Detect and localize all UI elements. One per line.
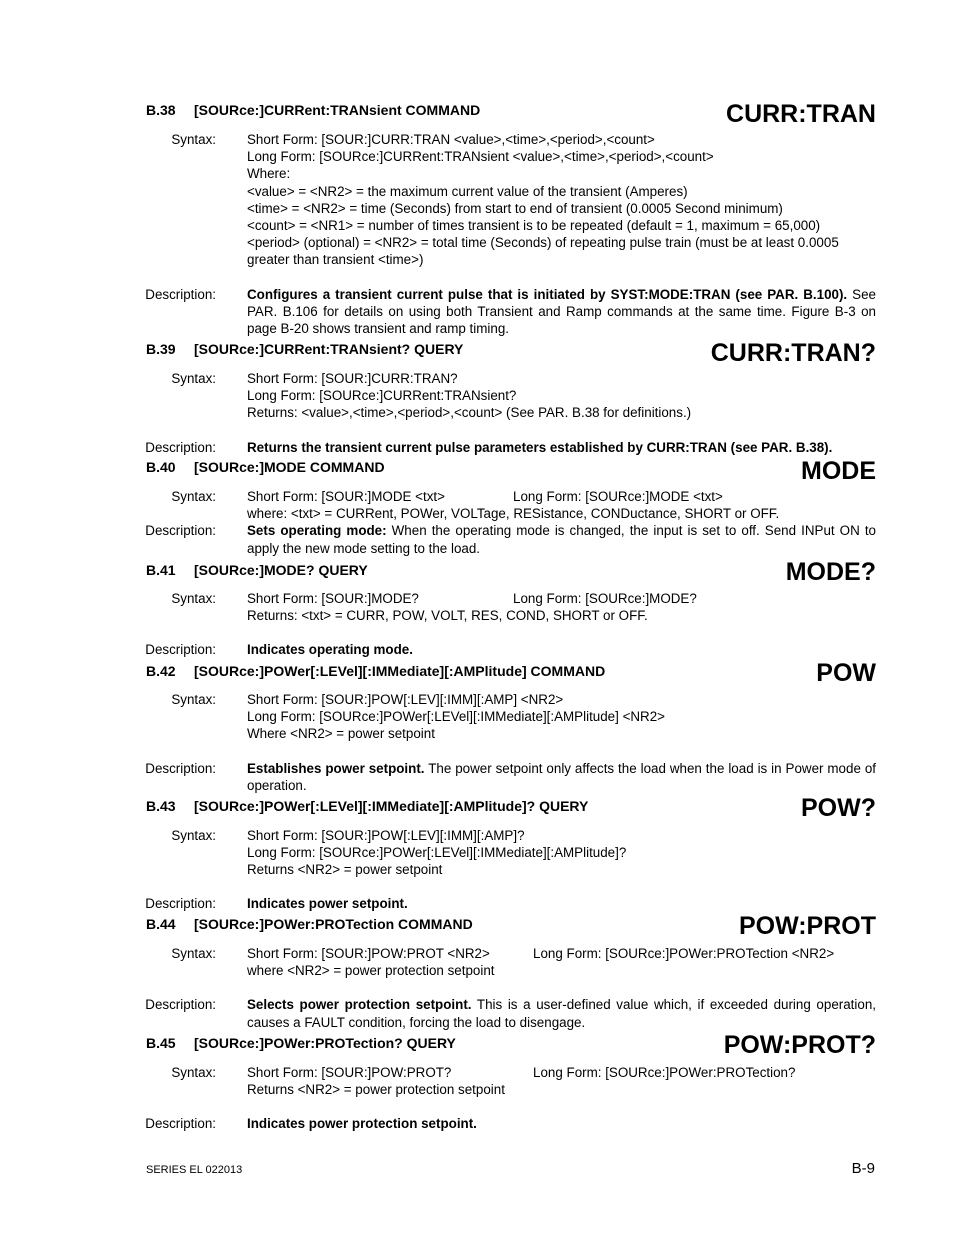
section-heading: B.44 [SOURce:]POWer:PROTection COMMAND — [146, 916, 473, 932]
command-tag: CURR:TRAN — [726, 100, 876, 128]
syntax-block: Short Form: [SOUR:]POW:PROT? Long Form: [SOURce:]POWer:PROTection? Returns <NR2> = power protection setpoint — [247, 1065, 796, 1098]
syntax-label: Syntax: — [171, 371, 216, 386]
syntax-label: Syntax: — [171, 946, 216, 961]
description-label: Description: — [145, 895, 216, 911]
section-b39 — [146, 339, 876, 456]
command-tag: POW — [816, 659, 876, 687]
footer-page-number: B-9 — [851, 1160, 875, 1177]
syntax-label: Syntax: — [171, 489, 216, 504]
description-text: Indicates operating mode. — [247, 642, 413, 658]
description-label: Description: — [145, 997, 216, 1013]
syntax-block: Short Form: [SOUR:]POW[:LEV][:IMM][:AMP] <NR2> Long Form: [SOURce:]POWer[:LEVel][:IMMediate][:AMPlitude] <NR2> Where <NR2> = power setpoint — [247, 692, 665, 742]
description-text: Indicates power protection setpoint. — [247, 1116, 477, 1132]
section-b42 — [146, 661, 876, 794]
description-text: Selects power protection setpoint. This is a user-defined value which, if exceeded during operation, causes a FAULT condition, forcing the load to disengage. — [247, 997, 876, 1030]
syntax-block: Short Form: [SOUR:]MODE? Long Form: [SOURce:]MODE? Returns: <txt> = CURR, POW, VOLT, RES, COND, SHORT or OFF. — [247, 591, 697, 624]
description-label: Description: — [145, 760, 216, 776]
description-text: Establishes power setpoint. The power setpoint only affects the load when the load is in Power mode of operation. — [247, 760, 876, 793]
footer-series-label: SERIES EL 022013 — [146, 1164, 243, 1176]
section-heading: B.40 [SOURce:]MODE COMMAND — [146, 459, 385, 475]
command-tag: MODE? — [785, 558, 876, 586]
command-tag: CURR:TRAN? — [710, 339, 876, 367]
section-b38 — [146, 100, 876, 337]
syntax-block: Short Form: [SOUR:]CURR:TRAN? Long Form: [SOURce:]CURRent:TRANsient? Returns: <value>,<time>,<period>,<count> (See PAR. B.38 for definitions.) — [247, 371, 692, 421]
syntax-label: Syntax: — [171, 692, 216, 707]
section-heading: B.41 [SOURce:]MODE? QUERY — [146, 562, 368, 578]
description-label: Description: — [145, 642, 216, 658]
syntax-label: Syntax: — [171, 1065, 216, 1080]
syntax-label: Syntax: — [171, 591, 216, 606]
section-b44 — [146, 914, 876, 1031]
description-label: Description: — [145, 523, 216, 539]
syntax-label: Syntax: — [171, 132, 216, 147]
description-text: Returns the transient current pulse parameters established by CURR:TRAN (see PAR. B.38). — [247, 439, 833, 455]
syntax-label: Syntax: — [171, 828, 216, 843]
command-tag: POW? — [801, 794, 876, 822]
description-text: Configures a transient current pulse that is initiated by SYST:MODE:TRAN (see PAR. B.100). See PAR. B.106 for details on using both Transient and Ramp commands at the same time. Figure B-3 on page B-20 shows transient and ramp timing. — [247, 286, 877, 336]
command-tag: POW:PROT — [738, 912, 876, 940]
description-label: Description: — [145, 286, 216, 302]
section-b45 — [146, 1033, 876, 1133]
section-heading: B.43 [SOURce:]POWer[:LEVel][:IMMediate][:AMPlitude]? QUERY — [146, 798, 589, 814]
description-text: Sets operating mode: When the operating mode is changed, the input is set to off. Send INPut ON to apply the new mode setting to the load. — [247, 523, 876, 556]
description-label: Description: — [145, 1116, 216, 1132]
command-tag: MODE — [801, 457, 876, 485]
description-text: Indicates power setpoint. — [247, 895, 408, 911]
section-heading: B.45 [SOURce:]POWer:PROTection? QUERY — [146, 1035, 456, 1051]
section-heading: B.38 [SOURce:]CURRent:TRANsient COMMAND — [146, 102, 481, 118]
syntax-block: Short Form: [SOUR:]POW:PROT <NR2> Long Form: [SOURce:]POWer:PROTection <NR2> where <NR2> = power protection setpoint — [247, 946, 835, 979]
syntax-block: Short Form: [SOUR:]POW[:LEV][:IMM][:AMP]? Long Form: [SOURce:]POWer[:LEVel][:IMMediate][:AMPlitude]? Returns <NR2> = power setpoint — [247, 828, 627, 878]
section-b43 — [146, 796, 876, 912]
description-label: Description: — [145, 439, 216, 455]
syntax-block: Short Form: [SOUR:]MODE <txt> Long Form: [SOURce:]MODE <txt> where: <txt> = CURRent, POWer, VOLTage, RESistance, CONDuctance, SHORT or OFF. — [247, 489, 780, 522]
section-heading: B.42 [SOURce:]POWer[:LEVel][:IMMediate][:AMPlitude] COMMAND — [146, 663, 606, 679]
section-b40 — [146, 457, 876, 557]
syntax-block: Short Form: [SOUR:]CURR:TRAN <value>,<time>,<period>,<count> Long Form: [SOURce:]CURRent:TRANsient <value>,<time>,<period>,<count> Where: <value> = <NR2> = the maximum current value of the transient (Amperes) <time> = <NR2> = time (Seconds) from start to end of transient (0.0005 Second minimum) <count> = <NR1> = number of times transient is to be repeated (default = 1, maximum = 65,000) <period> (optional) = <NR2> = total time (Seconds) of repeating pulse train (must be at least 0.0005 greater than transient <time>) — [247, 132, 839, 268]
command-tag: POW:PROT? — [723, 1031, 876, 1059]
section-heading: B.39 [SOURce:]CURRent:TRANsient? QUERY — [146, 341, 464, 357]
section-b41 — [146, 560, 876, 659]
